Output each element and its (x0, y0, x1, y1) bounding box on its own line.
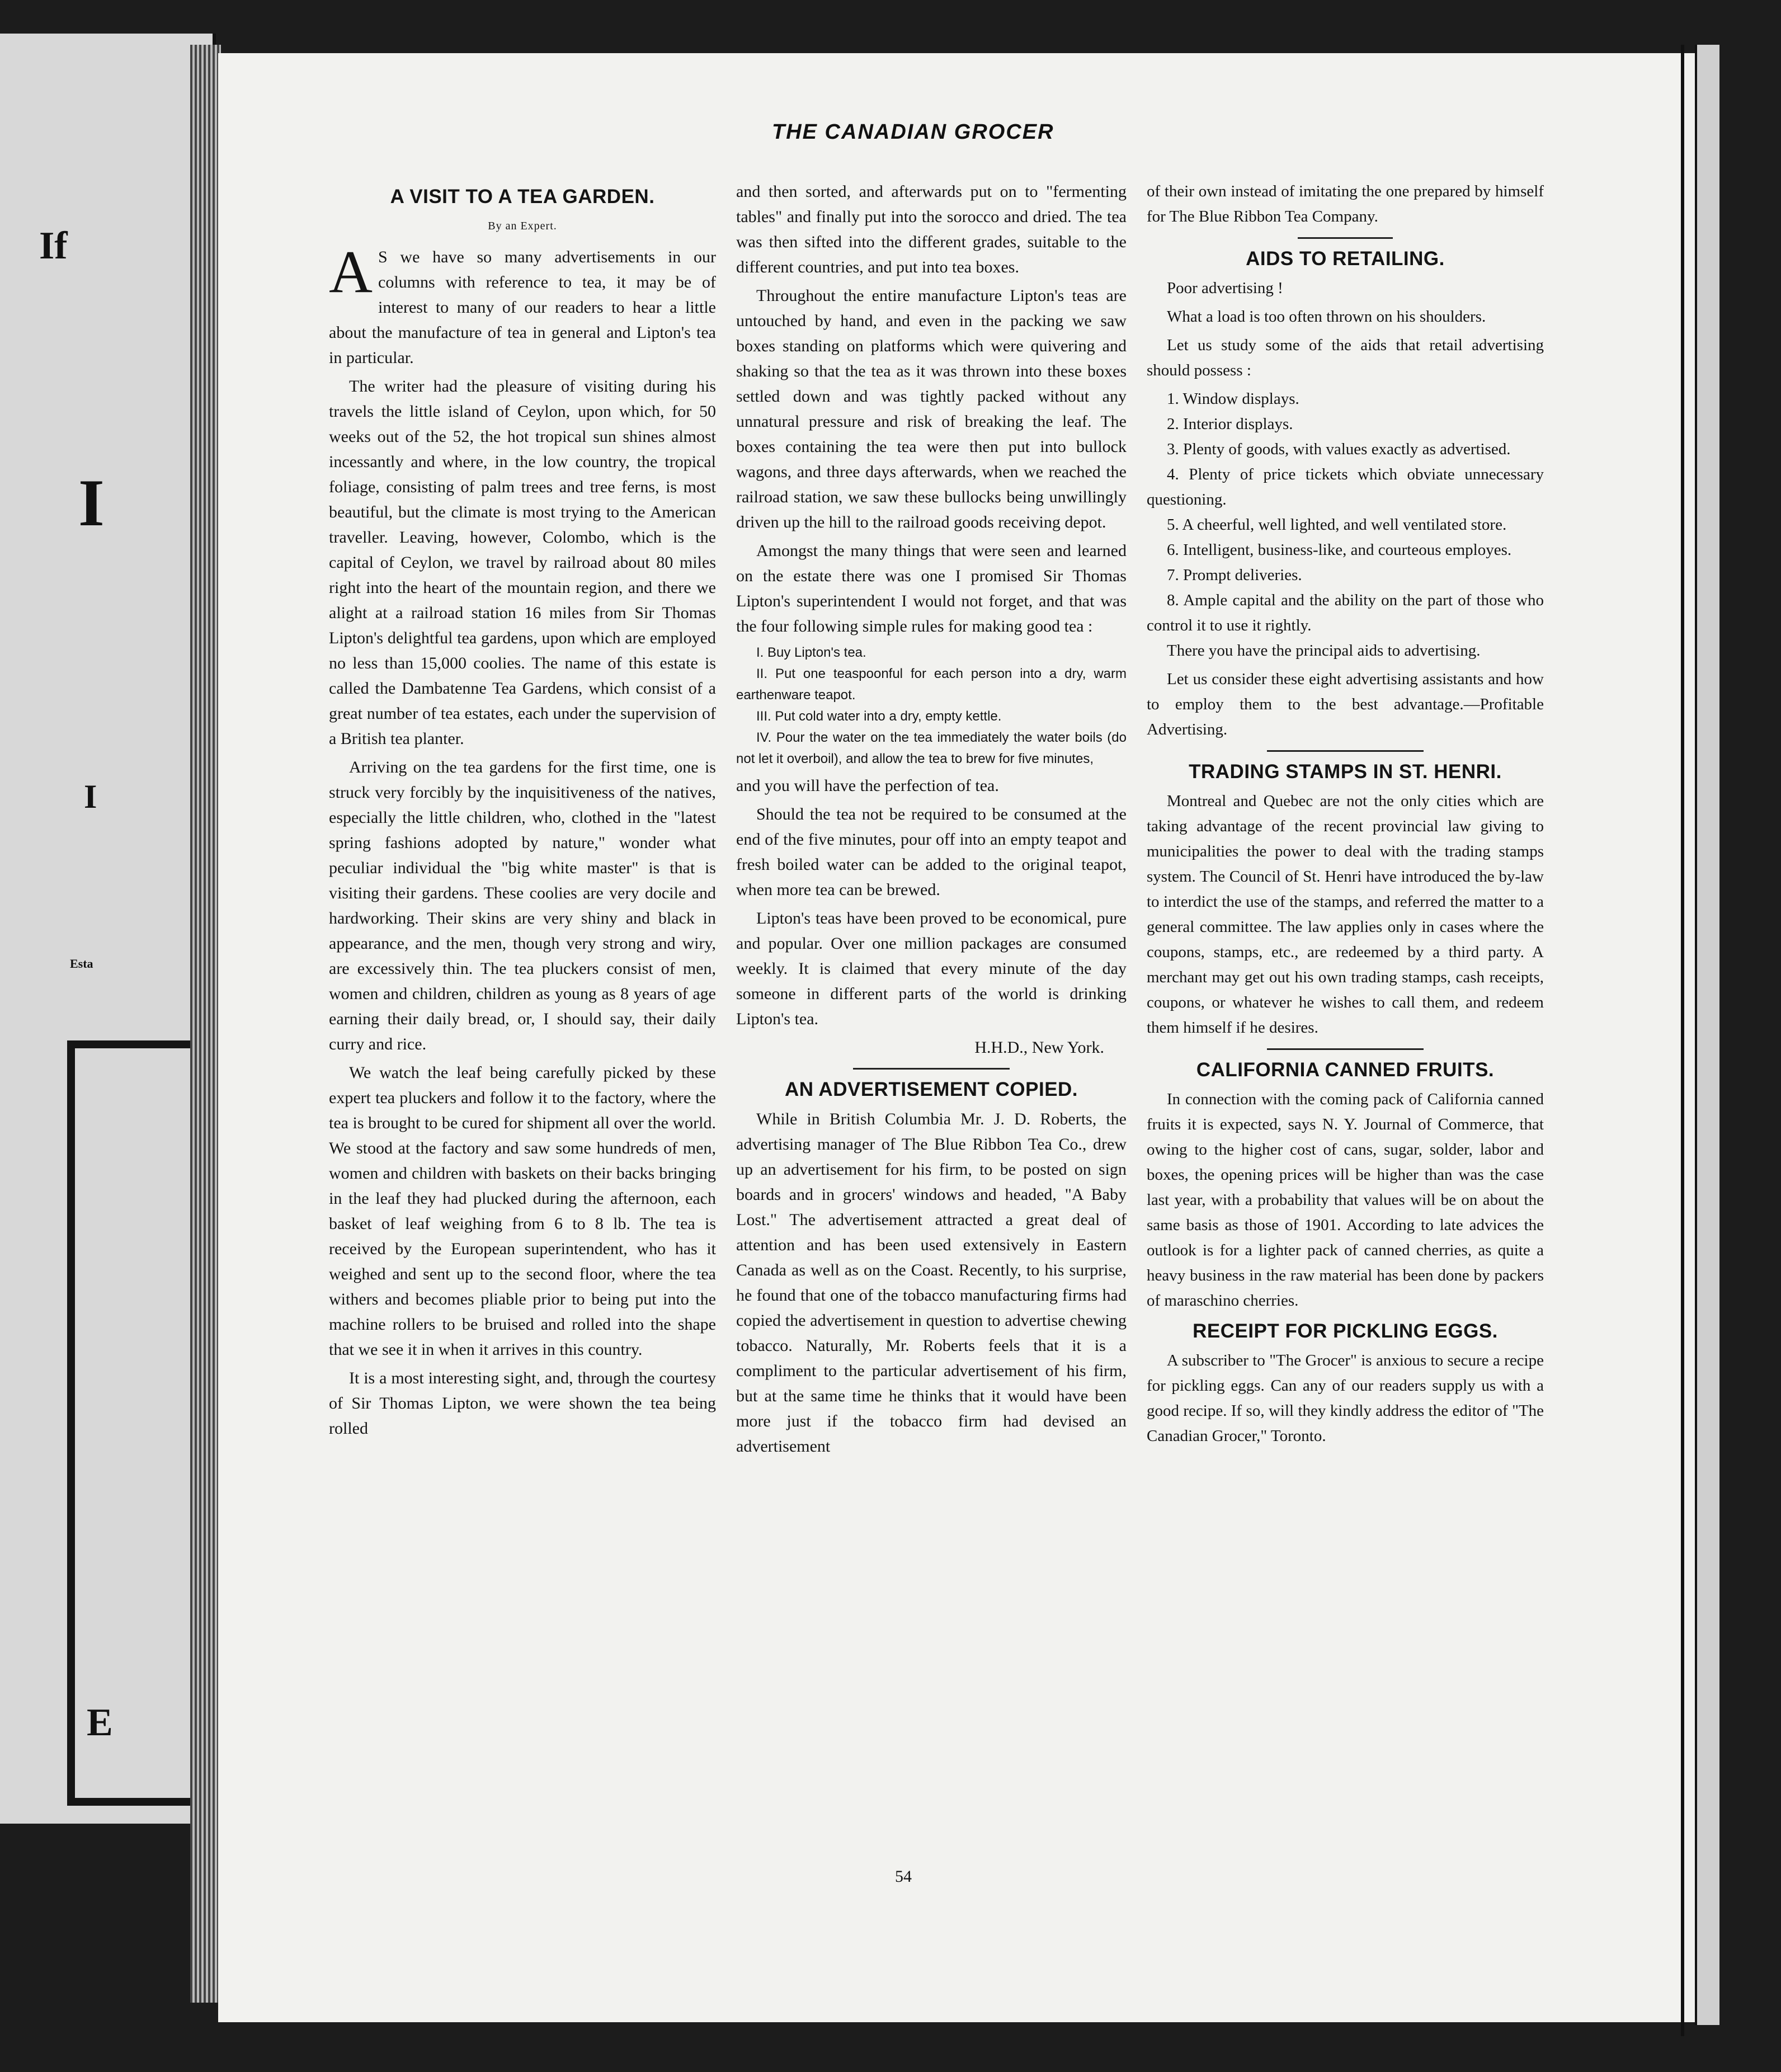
list-item: 8. Ample capital and the ability on the part of those who control it to use it rightly. (1147, 591, 1544, 634)
paragraph: What a load is too often thrown on his shoulders. (1167, 308, 1486, 326)
signature: H.H.D., New York. (974, 1038, 1104, 1057)
left-fragment: E (87, 1701, 113, 1744)
right-page-edge (1695, 45, 1719, 2025)
list-item: I. Buy Lipton's tea. (756, 645, 866, 660)
list-item: 4. Plenty of price tickets which obviate unnecessary questioning. (1147, 465, 1544, 508)
divider (1298, 237, 1393, 239)
paragraph: Poor advertising ! (1167, 279, 1283, 297)
binding-strip (190, 45, 221, 2003)
column-1 (329, 179, 716, 1444)
paragraph: and you will have the perfection of tea. (736, 776, 999, 795)
paragraph: In connection with the coming pack of California canned fruits it is expected, says N. Y. Journal of Commerce, that owing to the higher cost of cans, sugar, solder, labor and boxes, the opening prices will be higher than was the case last year, with a probability that values will be on about the same basis as those of 1901. According to late advices the outlook is for a lighter pack of canned cherries, as quite a heavy business in the raw material has been done by packers of maraschino cherries. (1147, 1090, 1544, 1310)
paragraph: A S we have so many advertisements in our columns with reference to tea, it may be of interest to many of our readers to hear a little about the manufacture of tea in general and Lipton's tea in particular. (329, 239, 716, 367)
drop-cap: A (329, 239, 373, 305)
left-page-edge (0, 34, 216, 1824)
column-2 (736, 179, 1127, 1462)
page-edge-line (1681, 45, 1684, 2036)
list-item: II. Put one teaspoonful for each person into a dry, warm earthenware teapot. (736, 666, 1127, 703)
page-number: 54 (895, 1867, 912, 1886)
list-item: 2. Interior displays. (1167, 415, 1293, 433)
list-item: 3. Plenty of goods, with values exactly as advertised. (1167, 440, 1511, 458)
paragraph: Throughout the entire manufacture Lipton's teas are untouched by hand, and even in the packing we saw boxes standing on platforms which were quivering and shaking so that the tea as it was thrown into these boxes settled down and was tightly packed without any unnatural pressure and risk of breaking the leaf. The boxes containing the tea were then put into bullock wagons, and three days afterwards, when we reached the railroad station, we saw these bullocks being unwillingly driven up the hill to the railroad goods receiving depot. (736, 286, 1127, 531)
paragraph: Montreal and Quebec are not the only cities which are taking advantage of the recent provincial law giving to municipalities the power to deal with the trading stamps system. The Council of St. Henri have introduced the by-law to interdict the use of the stamps, and referred the matter to a general committee. The law applies only in cases where the coupons, stamps, etc., are redeemed by a third party. A merchant may get out his own trading stamps, cash receipts, coupons, or whatever he wishes to call them, and redeem them himself if he desires. (1147, 792, 1544, 1037)
list-item: 7. Prompt deliveries. (1167, 566, 1302, 584)
tea-rules-list (736, 642, 1127, 770)
list-item: 1. Window displays. (1167, 390, 1299, 408)
paragraph: A subscriber to "The Grocer" is anxious to secure a recipe for pickling eggs. Can any of our readers supply us with a good recipe. If so, will they kindly address the editor of "The Canadian Grocer," Toronto. (1147, 1351, 1544, 1445)
paragraph: We watch the leaf being carefully picked by these expert tea pluckers and follow it to the factory, where the tea is brought to be cured for shipment all over the world. We stood at the factory and saw some hundreds of men, women and children with baskets on their backs bringing in the leaf they had plucked during the afternoon, each basket of leaf weighing from 6 to 8 lb. The tea is received by the European superintendent, who has it weighed and sent up to the second floor, where the tea withers and becomes pliable prior to being put into the machine rollers to be bruised and rolled into the shape that we see it in when it arrives in this country. (329, 1063, 716, 1359)
paragraph: of their own instead of imitating the one prepared by himself for The Blue Ribbon Tea Company. (1147, 182, 1544, 225)
paragraph: Amongst the many things that were seen and learned on the estate there was one I promised Sir Thomas Lipton's superintendent I would not forget, and that was the four following simple rules for making good tea : (736, 541, 1127, 635)
paragraph: While in British Columbia Mr. J. D. Roberts, the advertising manager of The Blue Ribbon Tea Co., drew up an advertisement for his firm, to be posted on sign boards and in grocers' windows and headed, "A Baby Lost." The advertisement attracted a great deal of attention and has been used extensively in Eastern Canada as well as on the Coast. Recently, to his surprise, he found that one of the tobacco manufacturing firms had copied the advertisement in question to advertise chewing tobacco. Naturally, Mr. Roberts feels that it is a compliment to the particular advertisement of his firm, but at the same time he thinks that it would have been more just if the tobacco firm had devised an advertisement (736, 1110, 1127, 1456)
column-3 (1147, 179, 1544, 1452)
byline: By an Expert. (488, 220, 557, 232)
divider (1267, 750, 1424, 752)
page-header: THE CANADIAN GROCER (772, 120, 1054, 144)
article-title: AN ADVERTISEMENT COPIED. (784, 1079, 1078, 1100)
paragraph: and then sorted, and afterwards put on to "fermenting tables" and finally put into the sorocco and dried. The tea was then sifted into the different grades, suitable to the different countries, and put into tea boxes. (736, 182, 1127, 276)
paragraph: Let us study some of the aids that retail advertising should possess : (1147, 336, 1544, 379)
paragraph: Arriving on the tea gardens for the first time, one is struck very forcibly by the inquisitiveness of the natives, especially the little children, who, clothed in the "latest spring fashions adopted by nature," wonder what peculiar individual the "big white master" is that is visiting their gardens. These coolies are very docile and hardworking. Their skins are very shiny and black in appearance, and the men, though very strong and wiry, are excessively thin. The tea pluckers consist of men, women and children, children as young as 8 years of age earning their daily bread, or, I should say, their daily curry and rice. (329, 758, 716, 1053)
left-fragment: Esta (70, 957, 93, 971)
paragraph: The writer had the pleasure of visiting during his travels the little island of Ceylon, upon which, for 50 weeks out of the 52, the hot tropical sun shines almost incessantly and where, in the low country, the tropical foliage, consisting of palm trees and tree ferns, is most beautiful, but the climate is most trying to the American traveller. Leaving, however, Colombo, which is the capital of Ceylon, we travel by railroad about 80 miles right into the heart of the mountain region, and there we alight at a railroad station 16 miles from Sir Thomas Lipton's delightful tea gardens, upon which are employed no less than 15,000 coolies. The name of this estate is called the Dambatenne Tea Gardens, which consist of a great number of tea estates, each under the supervision of a British tea planter. (329, 377, 716, 748)
left-fragment: If (39, 224, 68, 267)
paragraph: Lipton's teas have been proved to be economical, pure and popular. Over one million packages are consumed weekly. It is claimed that every minute of the day someone in different parts of the world is drinking Lipton's tea. (736, 909, 1127, 1028)
paragraph: Let us consider these eight advertising assistants and how to employ them to the best advantage.—Profitable Advertising. (1147, 670, 1544, 738)
divider (853, 1068, 1010, 1070)
list-item: 6. Intelligent, business-like, and courteous employes. (1167, 541, 1512, 559)
paragraph: It is a most interesting sight, and, through the courtesy of Sir Thomas Lipton, we were shown the tea being rolled (329, 1369, 716, 1438)
left-fragment: I (78, 465, 105, 540)
divider (1267, 1048, 1424, 1050)
article-title: AIDS TO RETAILING. (1246, 248, 1445, 270)
list-item: 5. A cheerful, well lighted, and well ventilated store. (1167, 516, 1507, 534)
left-fragment: I (84, 778, 97, 815)
list-item: III. Put cold water into a dry, empty kettle. (756, 709, 1002, 724)
paragraph: There you have the principal aids to advertising. (1167, 642, 1481, 660)
paragraph: Should the tea not be required to be consumed at the end of the five minutes, pour off into an empty teapot and fresh boiled water can be added to the original teapot, when more tea can be brewed. (736, 805, 1127, 899)
list-item: IV. Pour the water on the tea immediately the water boils (do not let it overboil), and allow the tea to brew for five minutes, (736, 730, 1127, 766)
article-title: TRADING STAMPS IN ST. HENRI. (1189, 761, 1502, 783)
article-title: A VISIT TO A TEA GARDEN. (390, 186, 655, 208)
article-title: CALIFORNIA CANNED FRUITS. (1196, 1059, 1495, 1081)
article-title: RECEIPT FOR PICKLING EGGS. (1193, 1320, 1498, 1342)
